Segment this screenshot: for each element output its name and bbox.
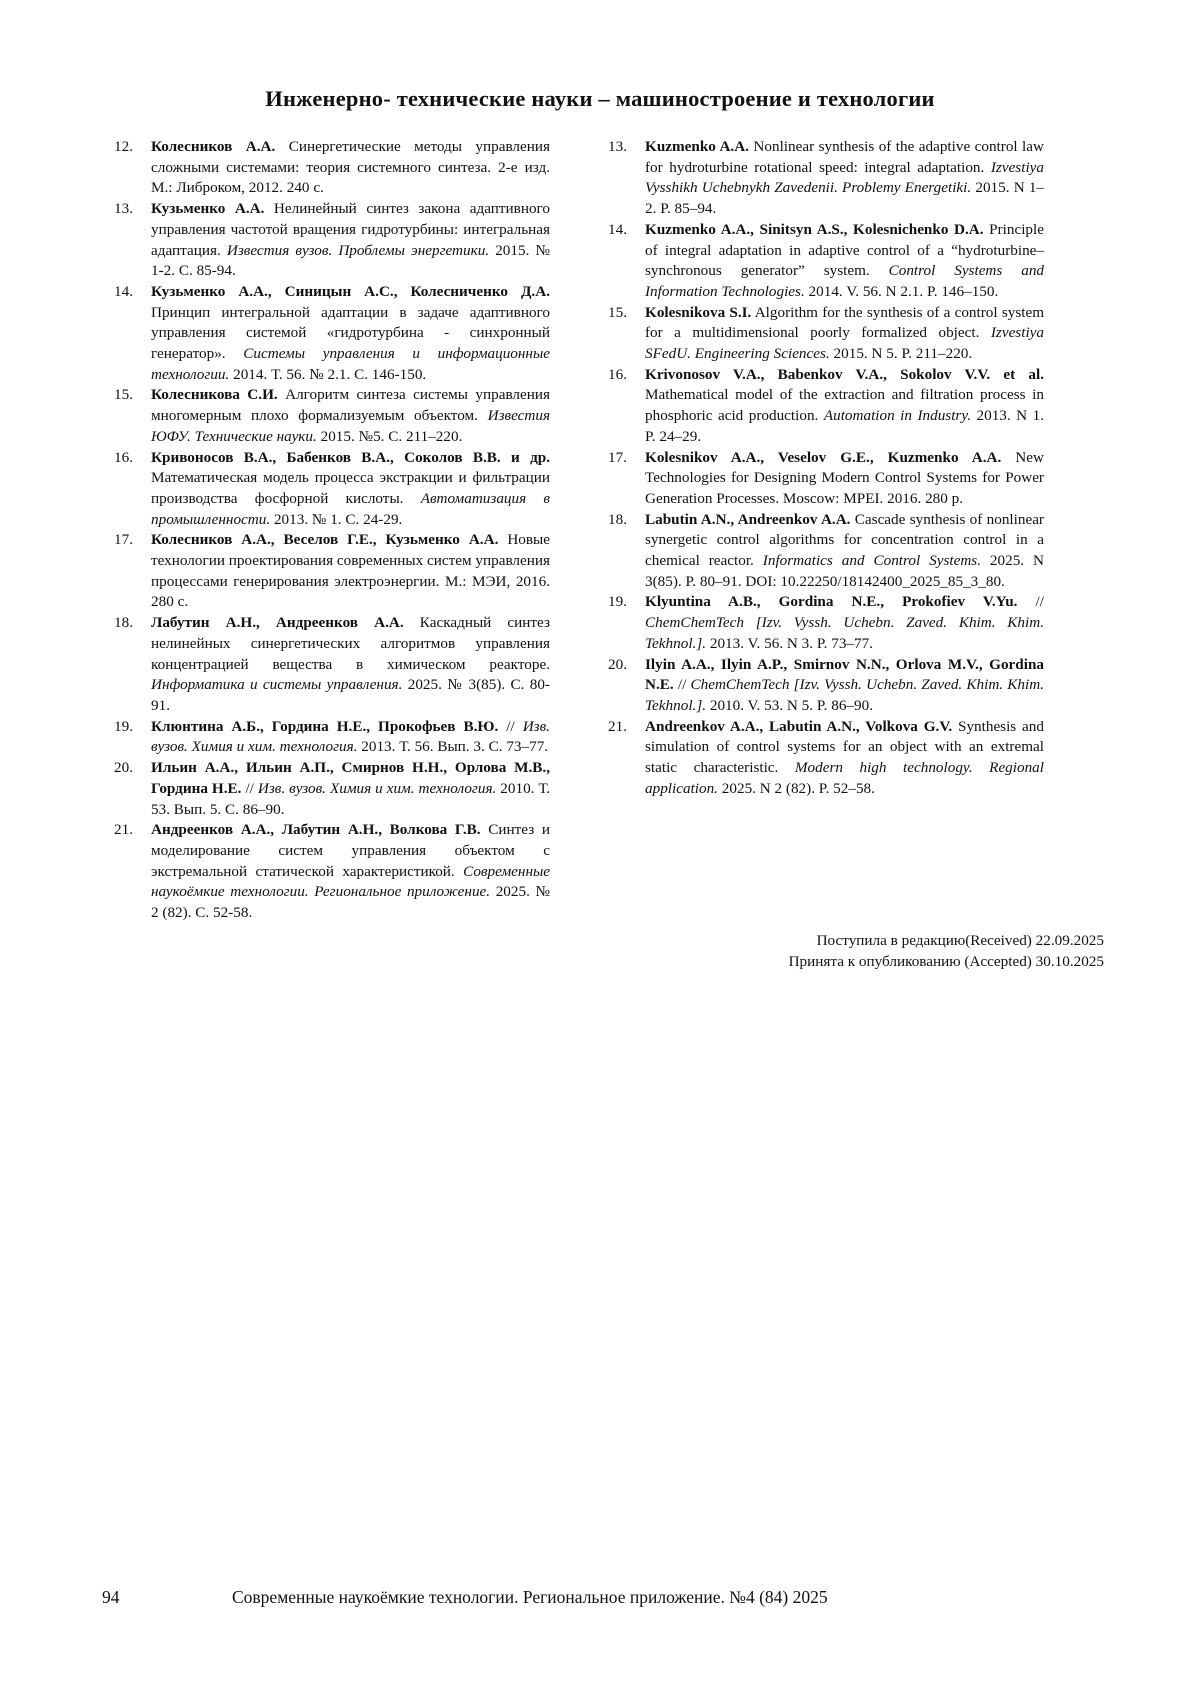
reference-number: 20. [608, 655, 627, 673]
reference-text: // [673, 676, 691, 694]
reference-text: Синтез и моделирование систем управления объектом с экстремальной статической характеристикой. [151, 821, 551, 880]
reference-authors: Лабутин А.Н., Андреенков А.А. [151, 614, 404, 632]
reference-source: ChemChemTech [Izv. Vyssh. Uchebn. Zaved. Khim. Khim. Tekhnol.]. [645, 614, 1044, 652]
reference-number: 21. [114, 821, 133, 839]
reference-source: Современные наукоёмкие технологии. Региональное приложение. [151, 862, 550, 901]
reference-source: Izvestiya SFedU. Engineering Sciences. [645, 324, 1044, 363]
reference-source: ChemChemTech [Izv. Vyssh. Uchebn. Zaved. Khim. Khim. Tekhnol.]. [645, 676, 1044, 714]
reference-tail: 2013. N 1. P. 24–29. [645, 407, 1045, 445]
reference-authors: Кузьменко А.А., Синицын А.С., Колесниченко Д.А. [151, 282, 550, 300]
reference-tail: 2013. V. 56. N 3. P. 73–77. [706, 634, 873, 652]
reference-source: Izvestiya Vysshikh Uchebnykh Zavedenii. Problemy Energetiki. [645, 158, 1044, 197]
reference-tail: 2010. V. 53. N 5. P. 86–90. [706, 696, 873, 714]
reference-authors: Кузьменко А.А. [151, 200, 265, 218]
reference-item [114, 448, 550, 531]
reference-number: 13. [608, 138, 627, 155]
reference-tail: 2025. № 3(85). С. 80-91. [151, 676, 550, 714]
reference-number: 21. [608, 717, 627, 735]
reference-tail: 2015. №5. С. 211–220. [316, 427, 463, 445]
reference-tail: 2013. № 1. С. 24-29. [270, 510, 403, 528]
reference-number: 15. [114, 386, 133, 404]
reference-text: Principle of integral adaptation in adaptive control of a “hydroturbine–synchronous generator” system. [645, 220, 1044, 280]
page-number: 94 [102, 1587, 120, 1607]
reference-source: Изв. вузов. Химия и хим. технология. [257, 779, 497, 797]
reference-text: Algorithm for the synthesis of a control system for a multidimensional poorly formalized object. [645, 303, 1045, 342]
reference-number: 14. [114, 282, 133, 300]
reference-number: 14. [608, 220, 627, 238]
reference-text: Принцип интегральной адаптации в задаче адаптивного управления системой «гидротурбина - синхронный генератор». [151, 303, 550, 363]
reference-authors: Krivonosov V.A., Babenkov V.A., Sokolov V.V. et al. [645, 365, 1044, 383]
reference-item [114, 530, 550, 613]
reference-authors: Kuzmenko A.A., Sinitsyn A.S., Kolesnichenko D.A. [645, 220, 984, 238]
reference-number: 17. [608, 448, 627, 466]
reference-tail: 2015. N 5. P. 211–220. [829, 345, 973, 363]
received-date: Поступила в редакцию(Received) 22.09.2025 [816, 932, 1104, 949]
reference-authors: Кривоносов В.А., Бабенков В.А., Соколов В.В. и др. [151, 448, 550, 466]
reference-source: Известия вузов. Проблемы энергетики. [226, 241, 490, 259]
reference-authors: Kuzmenko A.A. [645, 138, 749, 155]
reference-source: Изв. вузов. Химия и хим. технология. [151, 717, 550, 756]
reference-item [608, 303, 1044, 365]
reference-text: New Technologies for Designing Modern Control Systems for Power Generation Processes. Moscow: MPEI. 2016. 280 p. [645, 448, 1044, 507]
reference-item [114, 758, 550, 820]
article-dates [789, 931, 1104, 972]
reference-number: 19. [608, 593, 627, 611]
reference-text: Mathematical model of the extraction and filtration process in phosphoric acid production. [645, 386, 1044, 425]
reference-item [608, 365, 1044, 448]
reference-item [608, 655, 1044, 717]
reference-tail: 2014. Т. 56. № 2.1. С. 146-150. [229, 365, 427, 383]
reference-text: Каскадный синтез нелинейных синергетических алгоритмов управления концентрацией вещества в химическом реакторе. [151, 614, 550, 673]
reference-item [114, 199, 550, 282]
reference-authors: Andreenkov A.A., Labutin A.N., Volkova G.V. [645, 717, 953, 735]
accepted-date: Принята к опубликованию (Accepted) 30.10.2025 [788, 952, 1104, 970]
reference-tail: 2013. Т. 56. Вып. 3. С. 73–77. [357, 738, 549, 756]
reference-tail: 2015. № 1-2. С. 85-94. [151, 241, 550, 280]
reference-text: // [498, 717, 523, 735]
reference-number: 18. [114, 614, 133, 632]
reference-number: 17. [114, 531, 133, 549]
reference-text: Nonlinear synthesis of the adaptive control law for hydroturbine rotational speed: integral adaptation. [645, 138, 1044, 176]
reference-text: Cascade synthesis of nonlinear synergetic control algorithms for concentration control in a chemical reactor. [645, 510, 1044, 570]
reference-item [114, 820, 550, 924]
reference-tail: 2025. N 3(85). P. 80–91. DOI: 10.22250/18142400_2025_85_3_80. [645, 552, 1045, 590]
reference-source: Информатика и системы управления. [151, 676, 403, 694]
reference-item [114, 282, 550, 386]
reference-source: Informatics and Control Systems. [762, 552, 981, 570]
reference-authors: Kolesnikova S.I. [645, 303, 752, 321]
reference-source: Automation in Industry. [823, 407, 972, 425]
reference-source: Автоматизация в промышленности. [151, 489, 550, 528]
reference-item [114, 717, 550, 758]
page-header: Инженерно- технические науки – машиностроение и технологии [265, 86, 935, 111]
reference-authors: Колесникова С.И. [151, 386, 278, 404]
reference-authors: Klyuntina A.B., Gordina N.E., Prokofiev V.Yu. [645, 593, 1018, 611]
reference-source: Известия ЮФУ. Технические науки. [151, 407, 550, 445]
reference-number: 15. [608, 303, 627, 321]
reference-number: 16. [114, 448, 133, 466]
reference-tail: 2010. Т. 53. Вып. 5. С. 86–90. [151, 779, 550, 818]
reference-authors: Ilyin A.A., Ilyin A.P., Smirnov N.N., Orlova M.V., Gordina N.E. [645, 655, 1044, 694]
reference-authors: Андреенков А.А., Лабутин А.Н., Волкова Г.В. [151, 821, 481, 839]
reference-item [608, 448, 1044, 510]
reference-text: Синергетические методы управления сложными системами: теория системного синтеза. 2-е изд. М.: Либроком, 2012. 240 с. [151, 138, 550, 197]
reference-number: 12. [114, 138, 133, 155]
reference-authors: Клюнтина А.Б., Гордина Н.Е., Прокофьев В.Ю. [151, 717, 499, 735]
reference-authors: Колесников А.А. [151, 138, 276, 155]
reference-tail: 2025. № 2 (82). С. 52-58. [151, 883, 550, 922]
journal-title: Современные наукоёмкие технологии. Региональное приложение. №4 (84) 2025 [232, 1587, 828, 1607]
reference-text: Новые технологии проектирования современных систем управления процессами генерирования электроэнергии. М.: МЭИ, 2016. 280 с. [151, 531, 550, 611]
reference-item [608, 220, 1044, 303]
reference-authors: Kolesnikov A.A., Veselov G.E., Kuzmenko A.A. [645, 448, 1002, 466]
reference-item [608, 592, 1044, 654]
references-right-column [608, 137, 1044, 800]
reference-source: Системы управления и информационные технологии. [151, 345, 550, 383]
reference-text: Нелинейный синтез закона адаптивного управления частотой вращения гидротурбины: интегральная адаптация. [151, 200, 550, 259]
reference-item [114, 385, 550, 447]
reference-source: Control Systems and Information Technologies. [645, 262, 1045, 300]
reference-number: 18. [608, 510, 627, 528]
reference-text: Математическая модель процесса экстракции и фильтрации производства фосфорной кислоты. [151, 469, 550, 507]
reference-number: 19. [114, 717, 133, 735]
reference-text: // [1017, 593, 1044, 611]
reference-tail: 2014. V. 56. N 2.1. P. 146–150. [804, 282, 999, 300]
reference-number: 13. [114, 200, 133, 218]
reference-authors: Labutin A.N., Andreenkov A.A. [645, 510, 851, 528]
reference-source: Modern high technology. Regional application. [645, 759, 1044, 797]
reference-item [608, 137, 1044, 220]
reference-authors: Ильин А.А., Ильин А.П., Смирнов Н.Н., Орлова М.В., Гордина Н.Е. [151, 759, 550, 797]
reference-text: // [241, 779, 258, 797]
reference-tail: 2015. N 1–2. P. 85–94. [645, 179, 1045, 218]
reference-authors: Колесников А.А., Веселов Г.Е., Кузьменко А.А. [151, 531, 499, 549]
reference-number: 20. [114, 759, 133, 777]
reference-text: Алгоритм синтеза системы управления многомерным плохо формализуемым объектом. [151, 386, 550, 425]
reference-tail: 2025. N 2 (82). P. 52–58. [717, 779, 875, 797]
references-left-column [114, 137, 550, 924]
reference-item [114, 613, 550, 717]
reference-number: 16. [608, 365, 627, 383]
reference-text: Synthesis and simulation of control systems for an object with an extremal static characteristic. [645, 717, 1044, 777]
reference-item [608, 510, 1044, 593]
reference-item [608, 717, 1044, 800]
reference-item [114, 137, 550, 199]
